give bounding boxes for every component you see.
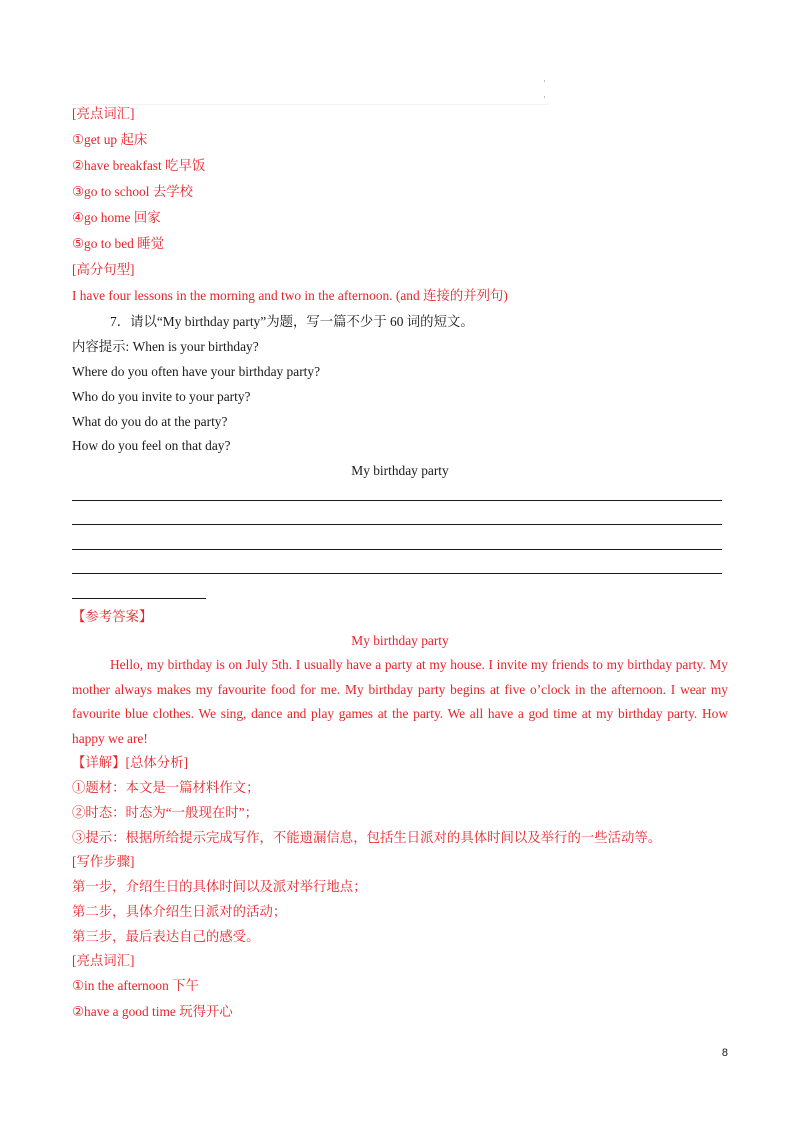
- vocab-item: ④go home 回家: [72, 210, 161, 225]
- steps-heading: [写作步骤]: [72, 854, 135, 869]
- page-number: 8: [721, 1047, 728, 1059]
- analysis-point: ③提示：根据所给提示完成写作，不能遗漏信息，包括生日派对的具体时间以及举行的一些活动等。: [72, 830, 662, 845]
- step-item: 第三步，最后表达自己的感受。: [72, 929, 260, 944]
- writing-line: [72, 598, 206, 599]
- answer-body: Hello, my birthday is on July 5th. I usually have a party at my house. I invite my friends to my birthday party. My mother always makes my favourite food for me. My birthday party begins at five o’clock in the afternoon. I wear my favourite blue clothes. We sing, dance and play games at the party. We all have a god time at my birthday party. How happy we are!: [72, 657, 728, 746]
- writing-line: [72, 549, 722, 550]
- hint-line: What do you do at the party?: [72, 414, 228, 429]
- answer-label: 【参考答案】: [72, 609, 153, 624]
- header-mark: ·: [543, 92, 546, 102]
- hint-line: Where do you often have your birthday party?: [72, 364, 321, 379]
- analysis-heading: 【详解】[总体分析]: [72, 755, 189, 770]
- question-prompt: 7．请以“My birthday party”为题，写一篇不少于 60 词的短文。: [110, 314, 474, 329]
- analysis-point: ①题材：本文是一篇材料作文；: [72, 780, 260, 795]
- sentence-heading: [高分句型]: [72, 262, 135, 277]
- answer-title: My birthday party: [351, 633, 449, 648]
- vocab-item: ⑤go to bed 睡觉: [72, 236, 164, 251]
- writing-line: [72, 524, 722, 525]
- vocab-item: ②have a good time 玩得开心: [72, 1004, 233, 1019]
- writing-line: [72, 573, 722, 574]
- step-item: 第一步，介绍生日的具体时间以及派对举行地点；: [72, 879, 367, 894]
- header-mark: ·: [543, 76, 546, 86]
- essay-title: My birthday party: [351, 463, 449, 478]
- vocab-item: ①get up 起床: [72, 132, 148, 147]
- vocab-heading: [亮点词汇]: [72, 953, 135, 968]
- hint-line: How do you feel on that day?: [72, 438, 231, 453]
- step-item: 第二步，具体介绍生日派对的活动；: [72, 904, 287, 919]
- vocab-item: ①in the afternoon 下午: [72, 978, 199, 993]
- analysis-point: ②时态：时态为“一般现在时”；: [72, 805, 258, 820]
- writing-line: [72, 500, 722, 501]
- hint-line: 内容提示: When is your birthday?: [72, 339, 259, 354]
- sentence-example: I have four lessons in the morning and two in the afternoon. (and 连接的并列句): [72, 288, 508, 303]
- vocab-item: ③go to school 去学校: [72, 184, 193, 199]
- vocab-item: ②have breakfast 吃早饭: [72, 158, 206, 173]
- vocab-heading: [亮点词汇]: [72, 106, 135, 121]
- hint-line: Who do you invite to your party?: [72, 389, 251, 404]
